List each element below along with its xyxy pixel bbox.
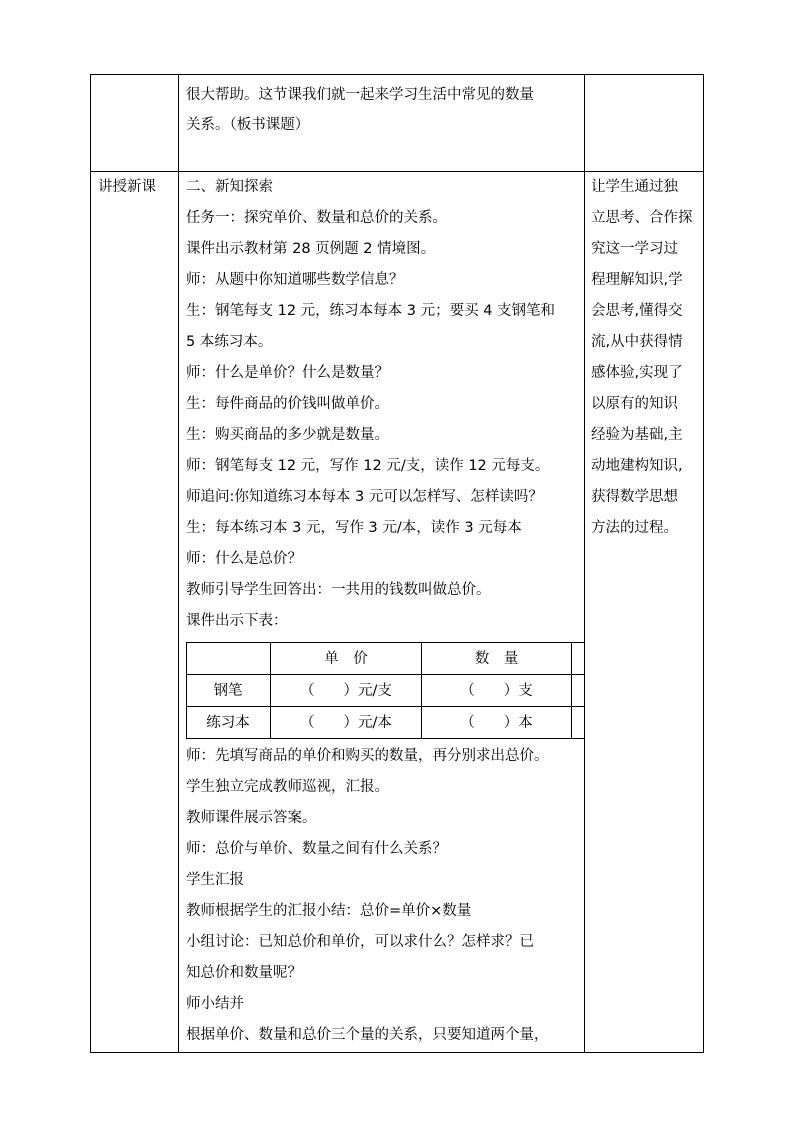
- table-header-cell: [572, 643, 584, 675]
- text-line: 生：购买商品的多少就是数量。: [186, 427, 389, 443]
- text-line: 5 本练习本。: [186, 334, 273, 350]
- text-line: 知总价和数量呢？: [186, 965, 302, 981]
- text-line: 师小结并: [186, 996, 244, 1012]
- text-line: 会思考,懂得交: [591, 303, 683, 319]
- table-cell-quantity: （ ）本: [460, 715, 533, 731]
- design-intent: [591, 172, 693, 544]
- table-cell-unit-price: （ ）元/本: [300, 715, 392, 731]
- text-line: 教师课件展示答案。: [186, 810, 317, 826]
- text-line: 教师引导学生回答出：一共用的钱数叫做总价。: [186, 582, 491, 598]
- text-line: 经验为基础,主: [591, 427, 683, 443]
- text-line: 程理解知识,学: [591, 272, 683, 288]
- teaching-content-continued: [186, 741, 549, 1051]
- text-line: 师：总价与单价、数量之间有什么关系？: [186, 841, 447, 857]
- text-line: 师追问:你知道练习本每本 3 元可以怎样写、怎样读吗？: [186, 489, 543, 505]
- col-border-left: [90, 74, 91, 1053]
- text-line: 感体验,实现了: [591, 365, 683, 381]
- stage-label: 讲授新课: [98, 179, 156, 195]
- col-border-right: [703, 74, 704, 1053]
- text-line: 师：什么是单价？什么是数量？: [186, 365, 389, 381]
- top-row-content: [186, 80, 534, 140]
- text-line: 教师根据学生的汇报小结：总价=单价×数量: [186, 903, 472, 919]
- table-cell-extra: [572, 675, 584, 707]
- text-line: 获得数学思想: [591, 489, 678, 505]
- table-cell-quantity: （ ）支: [460, 683, 533, 699]
- text-line: 师：先填写商品的单价和购买的数量，再分别求出总价。: [186, 748, 549, 764]
- col-border-2: [178, 74, 179, 1053]
- text-line: 以原有的知识: [591, 396, 678, 412]
- text-line: 学生汇报: [186, 872, 244, 888]
- text-line: 生：钢笔每支 12 元，练习本每本 3 元；要买 4 支钢笔和: [186, 303, 556, 319]
- table-header-quantity: 数 量: [474, 651, 519, 667]
- text-line: 动地建构知识,: [591, 458, 683, 474]
- teaching-content: [186, 172, 555, 637]
- text-line: 关系。（板书课题）: [186, 117, 310, 133]
- text-line: 师：从题中你知道哪些数学信息？: [186, 272, 404, 288]
- table-bottom-border: [90, 1052, 704, 1053]
- text-line: 立思考、合作探: [591, 210, 693, 226]
- text-line: 很大帮助。这节课我们就一起来学习生活中常见的数量: [186, 87, 534, 103]
- text-line: 学生独立完成教师巡视，汇报。: [186, 779, 389, 795]
- table-cell-unit-price: （ ）元/支: [300, 683, 392, 699]
- text-line: 任务一：探究单价、数量和总价的关系。: [186, 210, 447, 226]
- price-quantity-table: [186, 642, 584, 738]
- text-line: 课件出示教材第 28 页例题 2 情境图。: [186, 241, 436, 257]
- text-line: 方法的过程。: [591, 520, 678, 536]
- col-border-3: [584, 74, 585, 1053]
- text-line: 究这一学习过: [591, 241, 678, 257]
- text-line: 小组讨论：已知总价和单价，可以求什么？怎样求？已: [186, 934, 534, 950]
- text-line: 师：什么是总价？: [186, 551, 302, 567]
- text-line: 流,从中获得情: [591, 334, 683, 350]
- table-cell-extra: [572, 707, 584, 739]
- text-line: 让学生通过独: [591, 179, 678, 195]
- text-line: 生：每本练习本 3 元，写作 3 元/本，读作 3 元每本: [186, 520, 522, 536]
- table-cell-item: 钢笔: [213, 683, 243, 699]
- table-top-border: [90, 74, 704, 75]
- text-line: 根据单价、数量和总价三个量的关系，只要知道两个量，: [186, 1027, 549, 1043]
- table-header-cell: [186, 643, 270, 675]
- text-line: 生：每件商品的价钱叫做单价。: [186, 396, 389, 412]
- table-header-unit-price: 单 价: [324, 651, 368, 667]
- text-line: 师：钢笔每支 12 元，写作 12 元/支，读作 12 元每支。: [186, 458, 550, 474]
- text-line: 二、新知探索: [186, 179, 273, 195]
- text-line: 课件出示下表：: [186, 613, 288, 629]
- table-cell-item: 练习本: [206, 715, 250, 731]
